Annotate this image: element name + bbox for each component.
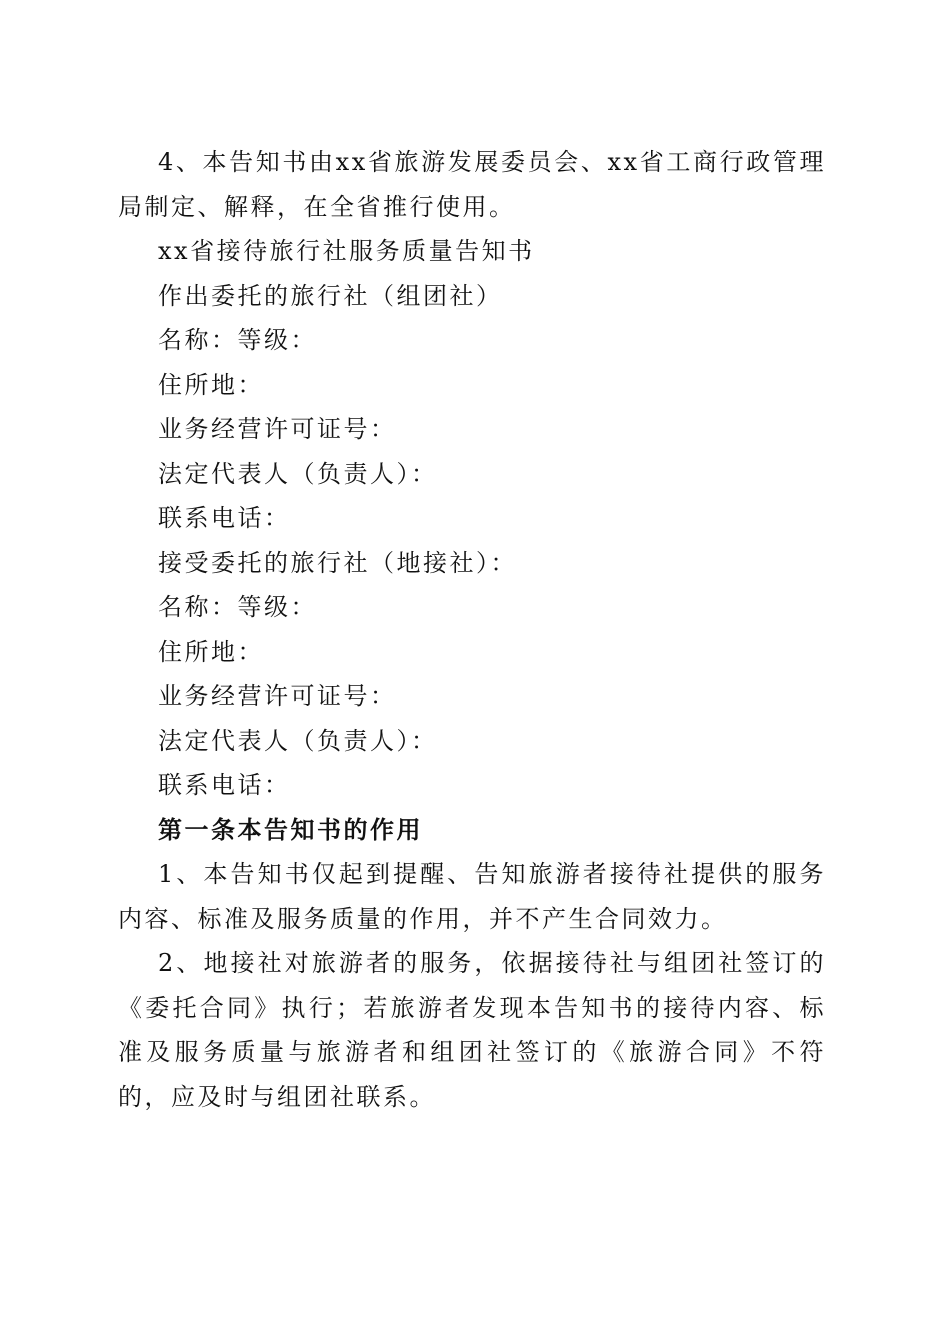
organizer-representative-field: 法定代表人（负责人）：: [158, 459, 438, 488]
local-representative-field: 法定代表人（负责人）：: [158, 726, 438, 755]
local-license-field: 业务经营许可证号：: [158, 682, 397, 710]
organizer-license-field: 业务经营许可证号：: [158, 415, 397, 443]
local-agency-heading: 接受委托的旅行社（地接社）：: [158, 548, 517, 577]
organizer-agency-heading: 作出委托的旅行社（组团社）: [158, 281, 503, 310]
local-address-field: 住所地：: [158, 637, 264, 666]
article-1-heading: 第一条本告知书的作用: [158, 814, 423, 844]
article-1-item-2: 2、地接社对旅游者的服务，依据接待社与组团社签订的《委托合同》执行；若旅游者发现本告知书的接待内容、标准及服务质量与旅游者和组团社签订的《旅游合同》不符的，应及时与组团社联系。: [118, 949, 826, 1111]
article-1-item-1: 1、本告知书仅起到提醒、告知旅游者接待社提供的服务内容、标准及服务质量的作用，并不产生合同效力。: [118, 860, 826, 933]
organizer-phone-field: 联系电话：: [158, 504, 291, 532]
local-phone-field: 联系电话：: [158, 771, 291, 799]
organizer-name-grade-field: 名称：等级：: [158, 326, 317, 354]
local-name-grade-field: 名称：等级：: [158, 593, 317, 621]
organizer-address-field: 住所地：: [158, 370, 264, 399]
document-body: [118, 140, 826, 1119]
paragraph-clause-4: 4、本告知书由xx省旅游发展委员会、xx省工商行政管理局制定、解释，在全省推行使用。: [118, 148, 826, 221]
notice-title: xx省接待旅行社服务质量告知书: [158, 237, 535, 265]
